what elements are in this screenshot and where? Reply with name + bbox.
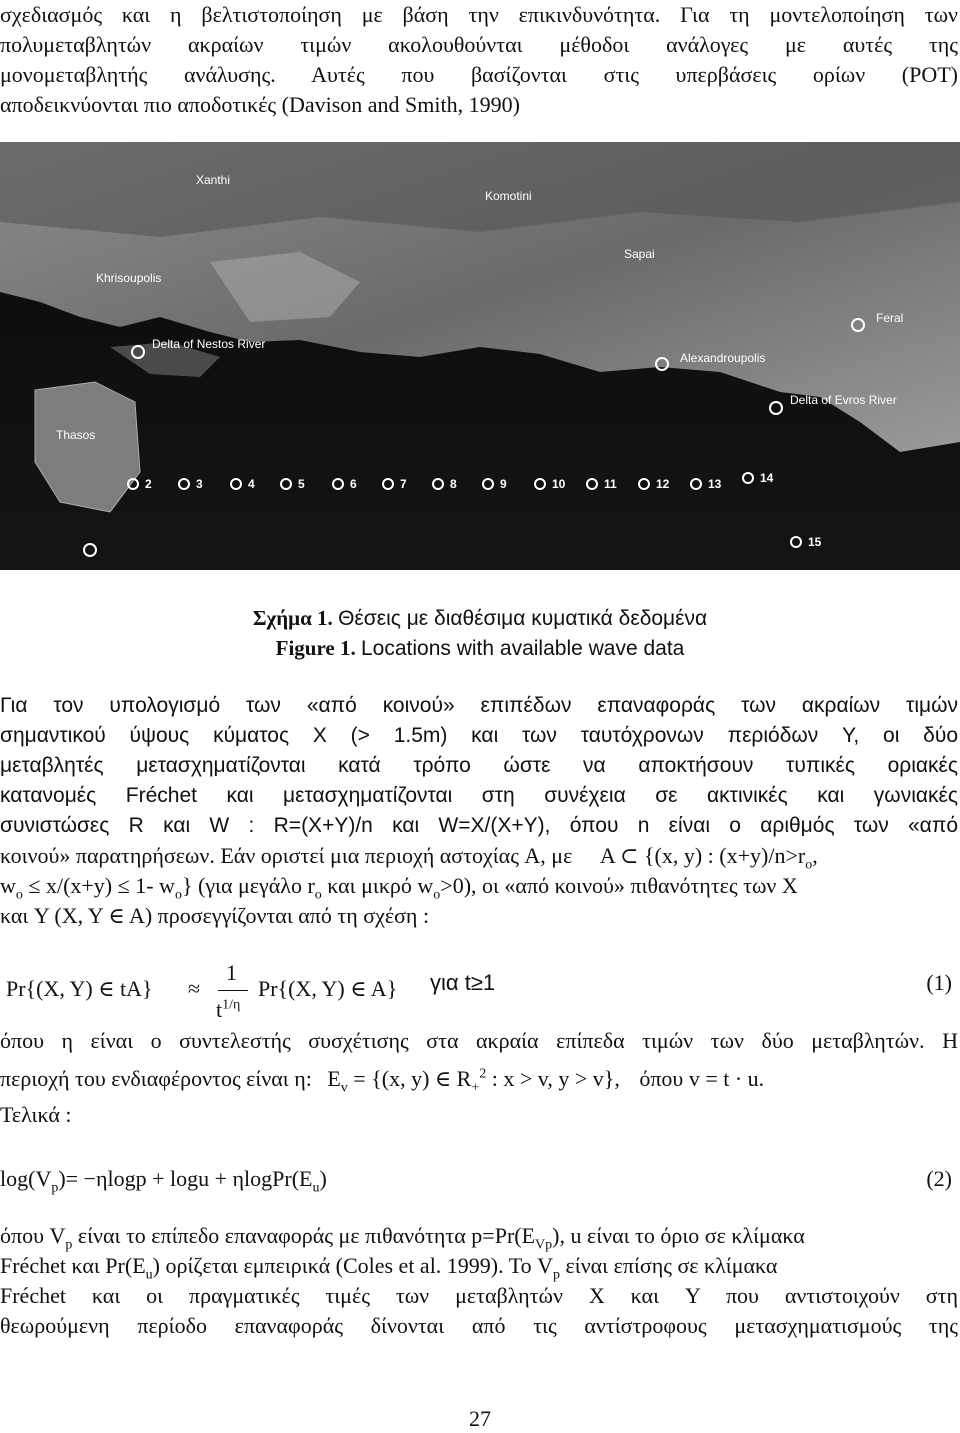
place-sapai: Sapai	[624, 247, 655, 261]
place-xanthi: Xanthi	[196, 173, 231, 187]
point-6-label: 6	[350, 477, 357, 491]
point-8-label: 8	[450, 477, 457, 491]
point-2-label: 2	[145, 477, 152, 491]
eq1-approx: ≈	[188, 976, 201, 1001]
point-7-label: 7	[400, 477, 407, 491]
point-4-label: 4	[248, 477, 255, 491]
para2-line-4: κατανομές Fréchet και μετασχηματίζονται στη συνέχεια σε ακτινικές και γωνιακές	[0, 784, 958, 807]
place-thasos: Thasos	[56, 428, 96, 442]
eq1-denominator: $t^{1/\eta}$	[216, 997, 241, 1022]
para3-line-1: όπου η είναι ο συντελεστής συσχέτισης στα ακραία επίπεδα τιμών των δύο μεταβλητών. Η	[0, 1028, 958, 1053]
para2-line-2: σημαντικού ύψους κύματος X (> 1.5m) και των ταυτόχρονων περιόδων Y, οι δύο	[0, 724, 958, 747]
place-alexandroupolis: Alexandroupolis	[680, 351, 766, 365]
place-feral: Feral	[876, 311, 904, 325]
satellite-map-figure	[0, 142, 960, 570]
intro-line-4: αποδεικνύονται πιο αποδοτικές (Davison and Smith, 1990)	[0, 92, 520, 117]
eq1-label: (1)	[926, 970, 952, 995]
point-3-label: 3	[196, 477, 203, 491]
eq1-lhs: Pr{(X, Y) ∈ tA}	[6, 976, 153, 1001]
intro-line-1: σχεδιασμός και η βελτιστοποίηση με βάση την επικινδυνότητα. Για τη μοντελοποίηση των	[0, 2, 958, 27]
page-number: 27	[469, 1406, 491, 1431]
caption-english-text: Locations with available wave data	[360, 637, 685, 660]
para4-line-4: θεωρούμενη περίοδο επαναφοράς δίνονται από τις αντίστροφους μετασχηματισμούς της	[0, 1313, 958, 1338]
point-10-label: 10	[552, 477, 566, 491]
para2-line-7: $w_o \le x/(x+y) \le 1-$ $w_o$} (για μεγάλο $r_o$ και μικρό $w_o>0$), οι «από κοινού» πιθανότητες των X	[0, 873, 798, 903]
para2-line-1: Για τον υπολογισμό των «από κοινού» επιπέδων επαναφοράς των ακραίων τιμών	[0, 694, 958, 717]
caption-greek-text: Θέσεις με διαθέσιμα κυματικά δεδομένα	[338, 607, 708, 630]
point-15-label: 15	[808, 535, 822, 549]
para2-line-5: συνιστώσες R και W : R=(X+Y)/n και W=X/(X+Y), όπου n είναι ο αριθμός των «από	[0, 814, 958, 837]
point-11-label: 11	[604, 477, 617, 491]
place-delta-nestos: Delta of Nestos River	[152, 337, 266, 351]
caption-greek-label: Σχήμα 1.	[252, 606, 333, 630]
eq1-fraction-bar	[218, 990, 248, 991]
eq2-label: (2)	[926, 1166, 952, 1191]
caption-english-label: Figure 1.	[275, 636, 356, 660]
figure-caption-greek	[0, 603, 960, 634]
para4-line-2: Fréchet και $Pr(E_u)$ ορίζεται εμπειρικά (Coles et al. 1999). Το $V_p$ είναι επίσης σε κλίμακα	[0, 1253, 778, 1283]
para2-line-3: μεταβλητές μετασχηματίζονται κατά τρόπο ώστε να αποκτήσουν τυπικές οριακές	[0, 754, 958, 777]
para2-line-6: κοινού» παρατηρήσεων. Εάν οριστεί μια περιοχή αστοχίας A, με A ⊂ {(x, y) : $(x+y)/n>r_o$,	[0, 843, 818, 873]
point-12-label: 12	[656, 477, 670, 491]
point-14-label: 14	[760, 471, 774, 485]
eq1-numerator: 1	[226, 960, 237, 985]
point-5-label: 5	[298, 477, 305, 491]
place-khrisoupolis: Khrisoupolis	[96, 271, 162, 285]
point-9-label: 9	[500, 477, 507, 491]
place-komotini: Komotini	[485, 189, 532, 203]
intro-line-2: πολυμεταβλητών ακραίων τιμών ακολουθούνται μέθοδοι ανάλογες με αυτές της	[0, 32, 958, 57]
place-delta-evros: Delta of Evros River	[790, 393, 897, 407]
para3-line-2: περιοχή του ενδιαφέροντος είναι η: $E_v = \{(x$, y) ∈ $R_+^2$ : x > v, y > v}, όπου v = t · u.	[0, 1066, 765, 1096]
para4-line-1: όπου $V_p$ είναι το επίπεδο επαναφοράς με πιθανότητα $p=Pr(E_{Vp})$, u είναι το όριο σε κλίμακα	[0, 1223, 805, 1253]
figure-caption-english	[0, 633, 960, 664]
para4-line-3: Fréchet και οι πραγματικές τιμές των μεταβλητών X και Y που αντιστοιχούν στη	[0, 1283, 958, 1308]
point-13-label: 13	[708, 477, 722, 491]
para3-line-3: Τελικά :	[0, 1102, 72, 1127]
para2-line-8: και Y (X, Y ∈ A) προσεγγίζονται από τη σχέση :	[0, 903, 430, 928]
intro-line-3: μονομεταβλητής ανάλυσης. Αυτές που βασίζονται στις υπερβάσεις ορίων (POT)	[0, 62, 958, 87]
eq1-rhs: Pr{(X, Y) ∈ A}	[258, 976, 398, 1001]
eq1-condition: για t≥1	[430, 970, 496, 995]
eq2-body: $\log(V_p)= -\eta\log p + \log u$ + $\eta logPr(E_u)$	[0, 1166, 327, 1196]
